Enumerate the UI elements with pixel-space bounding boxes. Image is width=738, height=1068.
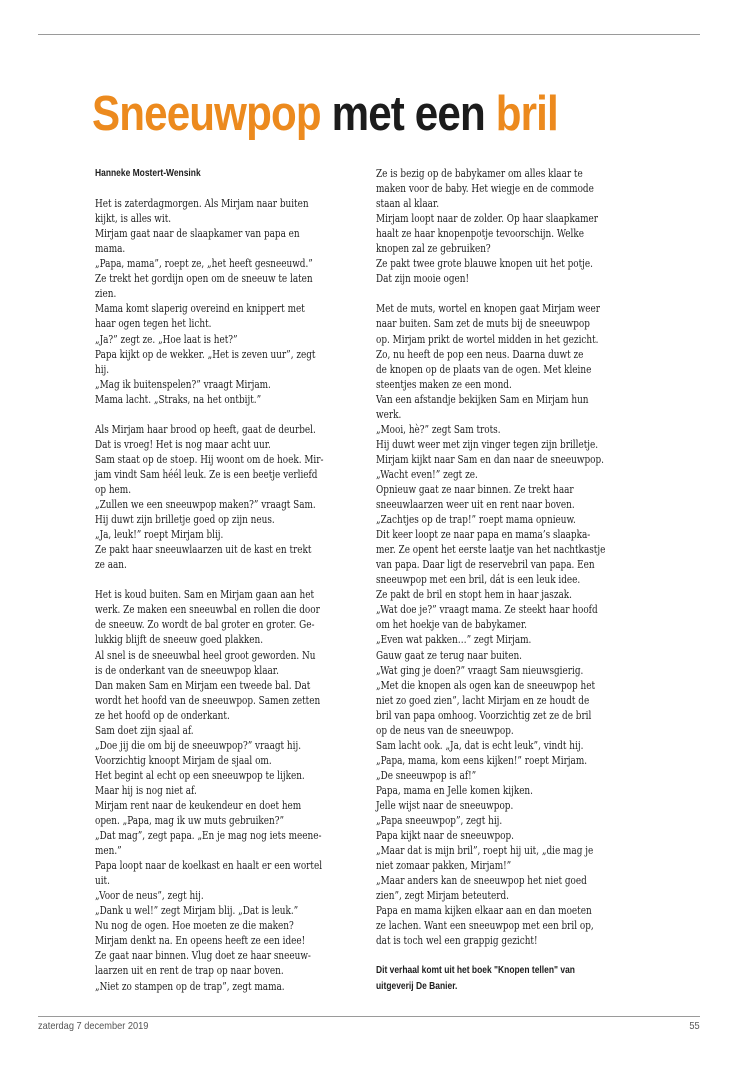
story-line: Papa en mama kijken elkaar aan en dan moeten: [376, 904, 592, 918]
story-line: haalt ze haar knopenpotje tevoorschijn. Welke: [376, 227, 584, 241]
story-line: Papa kijkt op de wekker. „Het is zeven uur”, zegt: [95, 347, 316, 361]
story-line: werk. Ze maken een sneeuwbal en rollen die door: [95, 603, 320, 617]
page-number: 55: [689, 1020, 700, 1032]
story-line: „Mooi, hè?” zegt Sam trots.: [376, 422, 501, 436]
story-line: Opnieuw gaat ze naar binnen. Ze trekt haar: [376, 482, 574, 496]
footer-date: zaterdag 7 december 2019: [38, 1020, 149, 1032]
story-line: Voorzichtig knoopt Mirjam de sjaal om.: [95, 753, 272, 767]
story-line: sneeuwlaarzen weer uit en rent naar boven.: [376, 498, 575, 512]
story-line: Dat zijn mooie ogen!: [376, 272, 470, 286]
story-line: „Maar dat is mijn bril”, roept hij uit, „die mag je: [376, 844, 594, 858]
story-line: „Zullen we een sneeuwpop maken?” vraagt Sam.: [95, 498, 316, 512]
story-line: „Wacht even!” zegt ze.: [376, 467, 478, 481]
story-line: „Wat ging je doen?” vraagt Sam nieuwsgierig.: [376, 663, 584, 677]
story-line: hij.: [95, 362, 110, 376]
story-line: lukkig blijft de sneeuw goed plakken.: [95, 633, 264, 647]
story-line: Gauw gaat ze terug naar buiten.: [376, 648, 522, 662]
title-part-2: met een: [331, 87, 485, 141]
story-line: Ze pakt de bril en stopt hem in haar jaszak.: [376, 588, 572, 602]
story-line: ze lachen. Want een sneeuwpop met een bril op,: [376, 919, 594, 933]
story-line: men.”: [95, 844, 122, 858]
story-line: Mirjam loopt naar de zolder. Op haar slaapkamer: [376, 212, 599, 226]
story-line: Ze gaat naar binnen. Vlug doet ze haar sneeuw-: [95, 949, 311, 963]
story-line: „De sneeuwpop is af!”: [376, 768, 477, 782]
story-line: Dat is vroeg! Het is nog maar acht uur.: [95, 437, 271, 451]
story-line: Dit keer loopt ze naar papa en mama’s slaapka-: [376, 528, 591, 542]
story-line: werk.: [376, 407, 402, 421]
story-line: „Ja, leuk!” roept Mirjam blij.: [95, 528, 224, 542]
story-line: „Niet zo stampen op de trap”, zegt mama.: [95, 979, 285, 993]
story-line: „Dat mag”, zegt papa. „En je mag nog iets meene-: [95, 829, 322, 843]
story-line: jam vindt Sam héél leuk. Ze is een beetje verliefd: [95, 467, 318, 481]
story-line: zien.: [95, 287, 117, 301]
story-line: zien”, zegt Mirjam beteuterd.: [376, 889, 510, 903]
story-line: ze het hoofd op de onderkant.: [95, 708, 230, 722]
story-line: Het is zaterdagmorgen. Als Mirjam naar buiten: [95, 197, 309, 211]
story-line: om het hoekje van de babykamer.: [376, 618, 527, 632]
story-line: Papa kijkt naar de sneeuwpop.: [376, 829, 514, 843]
story-line: dat is toch wel een grappig gezicht!: [376, 934, 538, 948]
story-line: „Dank u wel!” zegt Mirjam blij. „Dat is leuk.”: [95, 904, 299, 918]
story-line: Het is koud buiten. Sam en Mirjam gaan aan het: [95, 588, 315, 602]
story-line: de knopen op de plaats van de ogen. Met kleine: [376, 362, 592, 376]
story-line: wordt het hoofd van de sneeuwpop. Samen zetten: [95, 693, 321, 707]
story-line: Mama komt slaperig overeind en knippert met: [95, 302, 305, 316]
story-line: uit.: [95, 874, 110, 888]
story-line: van papa. Daar ligt de reservebril van papa. Een: [376, 558, 595, 572]
story-line: laarzen uit en rent de trap op naar boven.: [95, 964, 284, 978]
story-line: Met de muts, wortel en knopen gaat Mirjam weer: [376, 302, 600, 316]
story-line: op hem.: [95, 482, 132, 496]
story-line: Mama lacht. „Straks, na het ontbijt.”: [95, 392, 262, 406]
story-line: Maar hij is nog niet af.: [95, 783, 197, 797]
author-byline: Hanneke Mostert-Wensink: [95, 167, 201, 179]
story-line: Als Mirjam haar brood op heeft, gaat de deurbel.: [95, 422, 316, 436]
story-line: op de neus van de sneeuwpop.: [376, 723, 514, 737]
story-line: „Even wat pakken…” zegt Mirjam.: [376, 633, 532, 647]
story-line: Het begint al echt op een sneeuwpop te lijken.: [95, 768, 305, 782]
story-line: Sam staat op de stoep. Hij woont om de hoek. Mir-: [95, 452, 324, 466]
story-line: Mirjam gaat naar de slaapkamer van papa en: [95, 227, 300, 241]
paragraph-spacer: [376, 948, 644, 963]
story-line: „Voor de neus”, zegt hij.: [95, 889, 204, 903]
paragraph-spacer: [95, 181, 357, 196]
story-line: Mirjam rent naar de keukendeur en doet hem: [95, 798, 302, 812]
paragraph-spacer: [95, 407, 357, 422]
story-line: bril van papa omhoog. Voorzichtig zet ze de bril: [376, 708, 592, 722]
story-line: Van een afstandje bekijken Sam en Mirjam hun: [376, 392, 589, 406]
story-line: Papa loopt naar de koelkast en haalt er een wortel: [95, 859, 323, 873]
story-line: „Doe jij die om bij de sneeuwpop?” vraagt hij.: [95, 738, 302, 752]
source-note-line: uitgeverij De Banier.: [376, 979, 458, 992]
title-part-3: bril: [495, 87, 558, 141]
story-line: sneeuwpop met een bril, dát is een leuk idee.: [376, 573, 581, 587]
story-line: „Papa, mama”, roept ze, „het heeft gesneeuwd.”: [95, 257, 313, 271]
story-line: steentjes maken ze een mond.: [376, 377, 512, 391]
bottom-rule: [38, 1016, 700, 1017]
story-line: staan al klaar.: [376, 197, 440, 211]
title-part-1: Sneeuwpop: [92, 87, 321, 141]
story-line: Ze pakt haar sneeuwlaarzen uit de kast en trekt: [95, 543, 312, 557]
story-line: de sneeuw. Zo wordt de bal groter en groter. Ge-: [95, 618, 315, 632]
story-line: kijkt, is alles wit.: [95, 212, 172, 226]
story-line: Jelle wijst naar de sneeuwpop.: [376, 798, 514, 812]
paragraph-spacer: [376, 286, 644, 301]
paragraph-spacer: [95, 572, 357, 587]
story-line: Dan maken Sam en Mirjam een tweede bal. Dat: [95, 678, 311, 692]
story-line: mama.: [95, 242, 126, 256]
top-rule: [38, 34, 700, 35]
story-line: Nu nog de ogen. Hoe moeten ze die maken?: [95, 919, 294, 933]
story-line: „Maar anders kan de sneeuwpop het niet goed: [376, 874, 587, 888]
story-line: Hij duwt zijn brilletje goed op zijn neus.: [95, 513, 275, 527]
story-line: Zo, nu heeft de pop een neus. Daarna duwt ze: [376, 347, 584, 361]
story-line: Sam lacht ook. „Ja, dat is echt leuk”, vindt hij.: [376, 738, 584, 752]
story-line: Mirjam kijkt naar Sam en dan naar de sneeuwpop.: [376, 452, 604, 466]
article-title: [92, 84, 558, 144]
story-line: niet zomaar pakken, Mirjam!”: [376, 859, 512, 873]
story-line: Hij duwt weer met zijn vinger tegen zijn brilletje.: [376, 437, 599, 451]
story-line: Mirjam denkt na. En opeens heeft ze een idee!: [95, 934, 306, 948]
story-line: „Papa, mama, kom eens kijken!” roept Mirjam.: [376, 753, 588, 767]
story-line: „Papa sneeuwpop”, zegt hij.: [376, 814, 503, 828]
story-line: Ze is bezig op de babykamer om alles klaar te: [376, 167, 583, 180]
story-line: „Ja?” zegt ze. „Hoe laat is het?”: [95, 332, 238, 346]
story-line: is de onderkant van de sneeuwpop klaar.: [95, 663, 279, 677]
story-line: „Zachtjes op de trap!” roept mama opnieuw.: [376, 513, 576, 527]
story-line: Sam doet zijn sjaal af.: [95, 723, 194, 737]
story-line: op. Mirjam prikt de wortel midden in het gezicht.: [376, 332, 599, 346]
story-line: Papa, mama en Jelle komen kijken.: [376, 783, 533, 797]
story-line: Ze trekt het gordijn open om de sneeuw te laten: [95, 272, 313, 286]
story-line: mer. Ze opent het eerste laatje van het nachtkastje: [376, 543, 606, 557]
source-note-line: Dit verhaal komt uit het boek "Knopen tellen" van: [376, 964, 575, 977]
story-line: Ze pakt twee grote blauwe knopen uit het potje.: [376, 257, 593, 271]
story-line: niet zo goed zien”, lacht Mirjam en ze houdt de: [376, 693, 590, 707]
story-line: haar ogen tegen het licht.: [95, 317, 212, 331]
story-line: naar buiten. Sam zet de muts bij de sneeuwpop: [376, 317, 590, 331]
story-line: „Mag ik buitenspelen?” vraagt Mirjam.: [95, 377, 271, 391]
story-line: „Met die knopen als ogen kan de sneeuwpop het: [376, 678, 596, 692]
story-line: ze aan.: [95, 558, 127, 572]
right-column: [376, 166, 644, 994]
story-line: open. „Papa, mag ik uw muts gebruiken?”: [95, 814, 285, 828]
story-line: Al snel is de sneeuwbal heel groot geworden. Nu: [95, 648, 316, 662]
story-line: knopen zal ze gebruiken?: [376, 242, 491, 256]
story-line: „Wat doe je?” vraagt mama. Ze steekt haar hoofd: [376, 603, 598, 617]
left-column: [95, 166, 357, 994]
story-line: maken voor de baby. Het wiegje en de commode: [376, 182, 594, 196]
